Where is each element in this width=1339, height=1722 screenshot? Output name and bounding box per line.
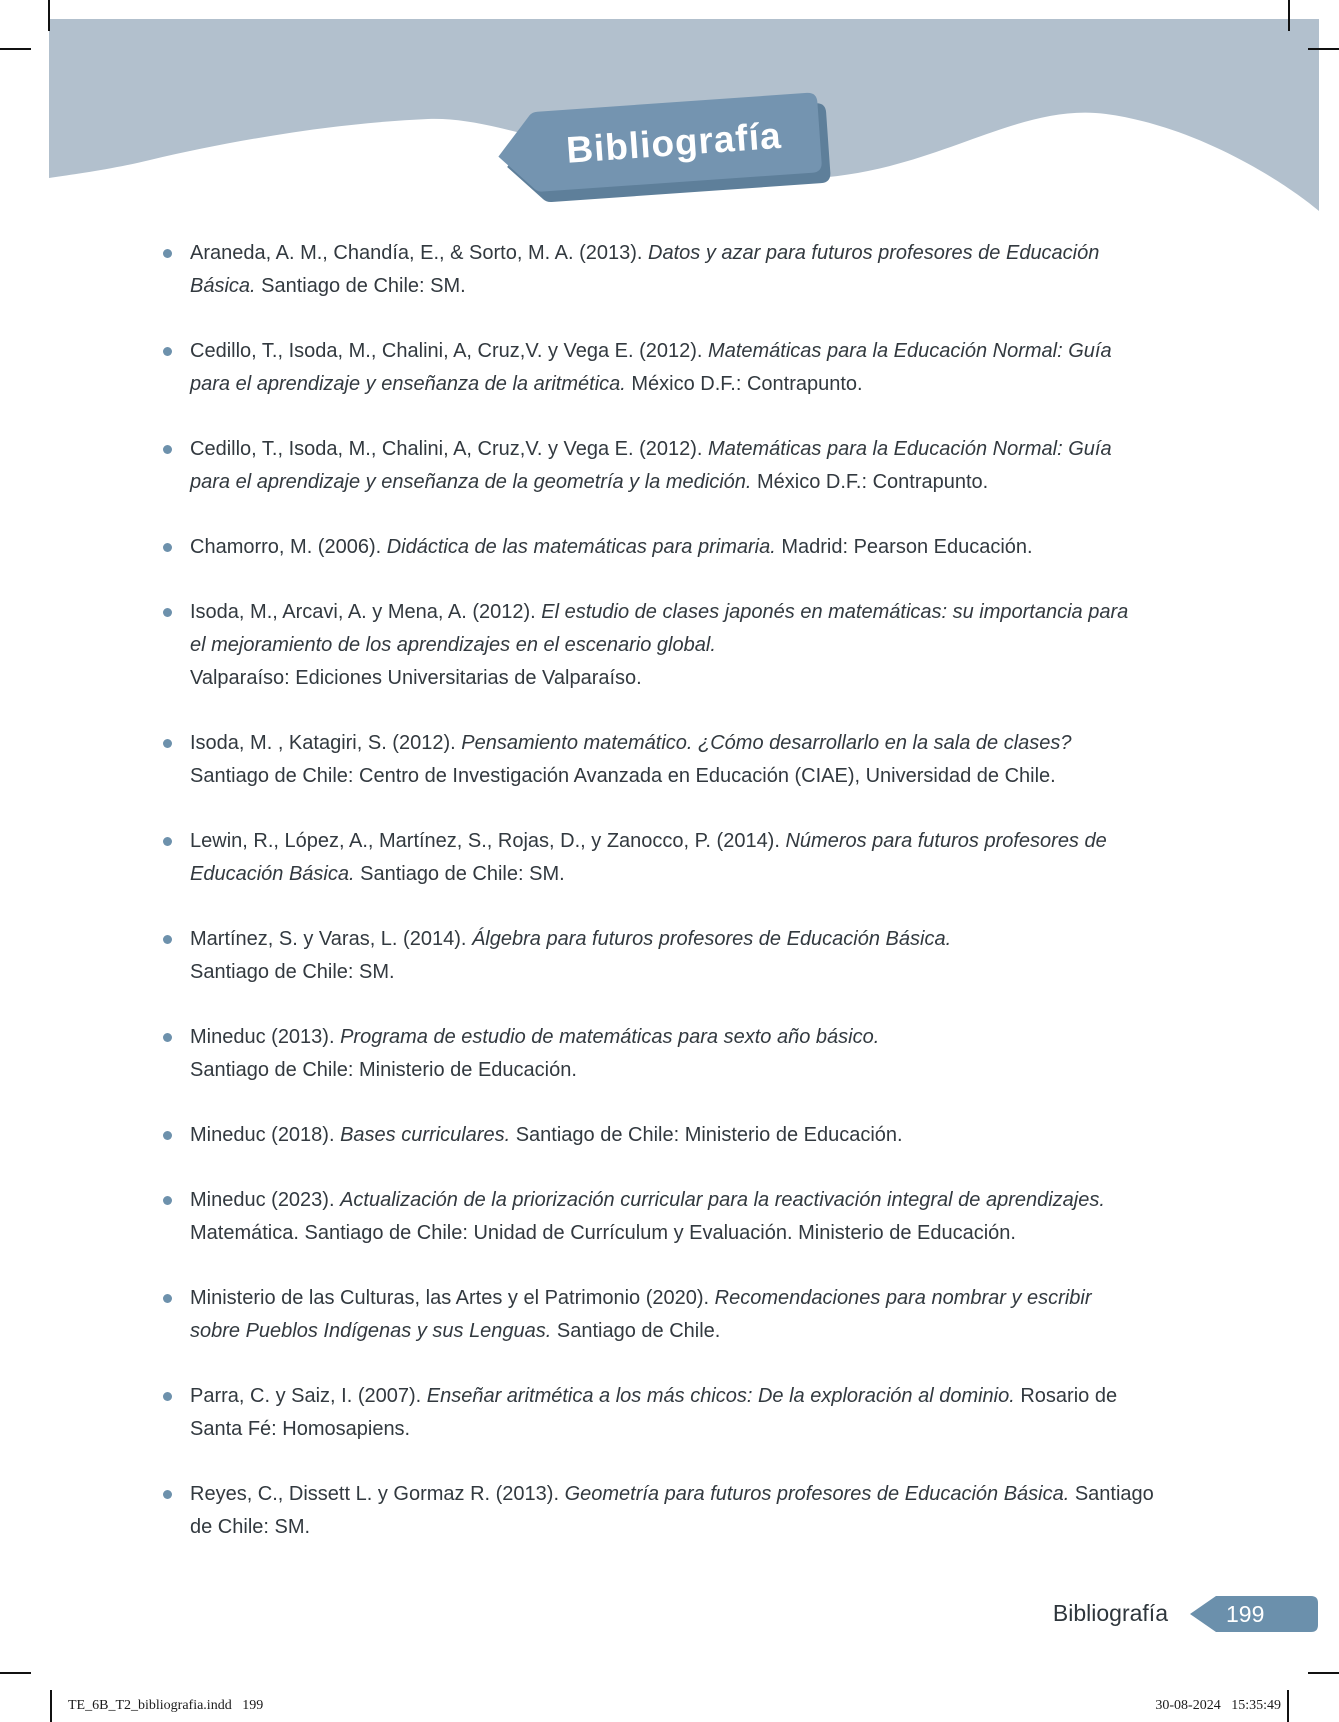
bullet-icon xyxy=(163,739,172,748)
print-filename: TE_6B_T2_bibliografia.indd 199 xyxy=(68,1698,264,1713)
crop-mark-top-left-h xyxy=(0,48,31,50)
list-item xyxy=(163,335,1303,401)
banner-title: Bibliografía xyxy=(564,114,783,171)
list-item xyxy=(163,923,1303,989)
crop-mark-bottom-right-h xyxy=(1308,1672,1339,1674)
print-timestamp: 30-08-2024 15:35:49 xyxy=(1155,1698,1281,1713)
entry-text: Reyes, C., Dissett L. y Gormaz R. (2013). Geometría para futuros profesores de Educación Básica. Santiago de Chile: SM. xyxy=(190,1483,1154,1538)
entry-text: Mineduc (2013). Programa de estudio de matemáticas para sexto año básico. Santiago de Chile: Ministerio de Educación. xyxy=(190,1026,880,1081)
bullet-icon xyxy=(163,1392,172,1401)
bullet-icon xyxy=(163,608,172,617)
bullet-icon xyxy=(163,935,172,944)
bullet-icon xyxy=(163,543,172,552)
entry-text: Mineduc (2018). Bases curriculares. Santiago de Chile: Ministerio de Educación. xyxy=(190,1124,903,1146)
list-item xyxy=(163,531,1303,564)
entry-text: Cedillo, T., Isoda, M., Chalini, A, Cruz,V. y Vega E. (2012). Matemáticas para la Educación Normal: Guía para el aprendizaje y enseñanza de la geometría y la medición. México D.F.: Contrapunto. xyxy=(190,438,1112,493)
crop-mark-bottom-left-v xyxy=(50,1690,52,1722)
list-item xyxy=(163,825,1303,891)
list-item xyxy=(163,1282,1303,1348)
list-item xyxy=(163,1021,1303,1087)
entry-text: Parra, C. y Saiz, I. (2007). Enseñar aritmética a los más chicos: De la exploración al dominio. Rosario de Santa Fé: Homosapiens. xyxy=(190,1385,1118,1440)
bullet-icon xyxy=(163,1033,172,1042)
crop-mark-top-left-v xyxy=(48,0,50,31)
footer-section-label: Bibliografía xyxy=(1052,1600,1168,1626)
list-item xyxy=(163,433,1303,499)
bullet-icon xyxy=(163,347,172,356)
bullet-icon xyxy=(163,1131,172,1140)
list-item xyxy=(163,237,1303,303)
banner-ribbon xyxy=(482,84,846,210)
crop-mark-bottom-right-v xyxy=(1287,1690,1289,1722)
entry-text: Ministerio de las Culturas, las Artes y el Patrimonio (2020). Recomendaciones para nombrar y escribir sobre Pueblos Indígenas y sus Lenguas. Santiago de Chile. xyxy=(190,1287,1092,1342)
page-number: 199 xyxy=(1226,1601,1265,1627)
entry-text: Mineduc (2023). Actualización de la priorización curricular para la reactivación integral de aprendizajes. Matemática. Santiago de Chile: Unidad de Currículum y Evaluación. Ministerio de Educación. xyxy=(190,1189,1105,1244)
bullet-icon xyxy=(163,837,172,846)
entry-text: Isoda, M., Arcavi, A. y Mena, A. (2012). El estudio de clases japonés en matemáticas: su importancia para el mejoramiento de los aprendizajes en el escenario global. Valparaíso: Ediciones Universitarias de Valparaíso. xyxy=(190,601,1129,689)
crop-mark-top-right-h xyxy=(1308,48,1339,50)
list-item xyxy=(163,1184,1303,1250)
bullet-icon xyxy=(163,249,172,258)
list-item xyxy=(163,596,1303,695)
bullet-icon xyxy=(163,445,172,454)
bullet-icon xyxy=(163,1196,172,1205)
bullet-icon xyxy=(163,1490,172,1499)
entry-text: Martínez, S. y Varas, L. (2014). Álgebra para futuros profesores de Educación Básica. Santiago de Chile: SM. xyxy=(190,928,952,983)
bullet-icon xyxy=(163,1294,172,1303)
entry-text: Lewin, R., López, A., Martínez, S., Rojas, D., y Zanocco, P. (2014). Números para futuros profesores de Educación Básica. Santiago de Chile: SM. xyxy=(190,830,1107,885)
list-item xyxy=(163,727,1303,793)
list-item xyxy=(163,1478,1303,1544)
entry-text: Araneda, A. M., Chandía, E., & Sorto, M. A. (2013). Datos y azar para futuros profesores de Educación Básica. Santiago de Chile: SM. xyxy=(190,242,1100,297)
entry-text: Cedillo, T., Isoda, M., Chalini, A, Cruz,V. y Vega E. (2012). Matemáticas para la Educación Normal: Guía para el aprendizaje y enseñanza de la aritmética. México D.F.: Contrapunto. xyxy=(190,340,1112,395)
list-item xyxy=(163,1119,1303,1152)
bibliography-list xyxy=(163,237,1303,1576)
entry-text: Isoda, M. , Katagiri, S. (2012). Pensamiento matemático. ¿Cómo desarrollarlo en la sala de clases? Santiago de Chile: Centro de Investigación Avanzada en Educación (CIAE), Universidad de Chile. xyxy=(190,732,1072,787)
crop-mark-bottom-left-h xyxy=(0,1672,31,1674)
crop-mark-top-right-v xyxy=(1288,0,1290,31)
list-item xyxy=(163,1380,1303,1446)
entry-text: Chamorro, M. (2006). Didáctica de las matemáticas para primaria. Madrid: Pearson Educación. xyxy=(190,536,1033,558)
page-number-tag xyxy=(1188,1594,1320,1634)
